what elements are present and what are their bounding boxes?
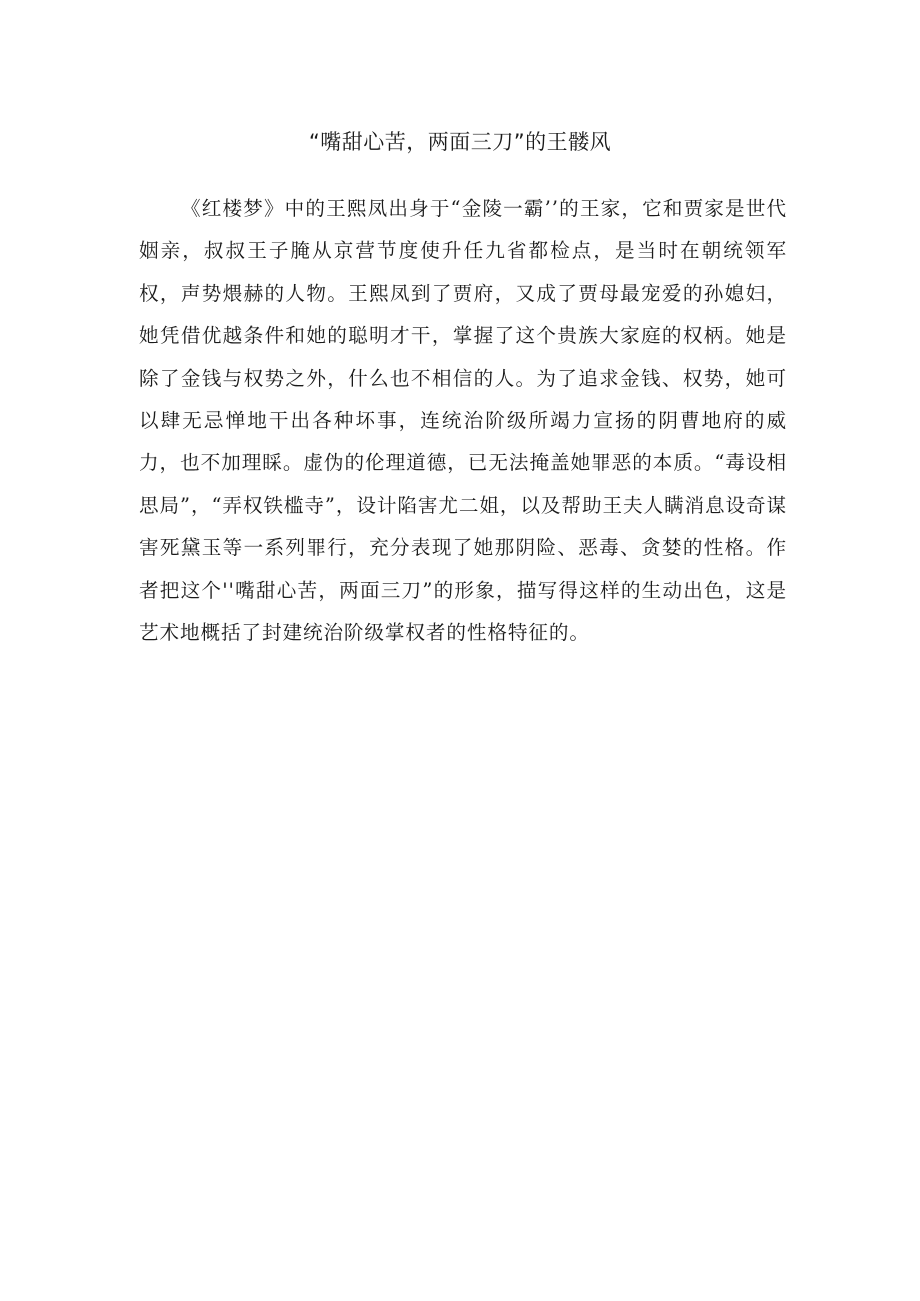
document-title: “嘴甜心苦，两面三刀”的王髅风	[308, 130, 612, 154]
body-paragraph: 《红楼梦》中的王熙凤出身于“金陵一霸’’的王家，它和贾家是世代姻亲，叔叔王子腌从京营节度使升任九省都检点，是当时在朝统领军权，声势煨赫的人物。王熙凤到了贾府，又成了贾母最宠爱的孙媳妇，她凭借优越条件和她的聪明才干，掌握了这个贵族大家庭的权柄。她是除了金钱与权势之外，什么也不相信的人。为了追求金钱、权势，她可以肆无忌惮地干出各种坏事，连统治阶级所竭力宣扬的阴曹地府的威力，也不加理睬。虚伪的伦理道德，已无法掩盖她罪恶的本质。“毒设相思局”，“弄权铁槛寺”，设计陷害尤二姐，以及帮助王夫人瞒消息设奇谋害死黛玉等一系列罪行，充分表现了她那阴险、恶毒、贪婪的性格。作者把这个''嘴甜心苦，两面三刀”的形象，描写得这样的生动出色，这是艺术地概括了封建统治阶级掌权者的性格特征的。	[139, 197, 787, 645]
